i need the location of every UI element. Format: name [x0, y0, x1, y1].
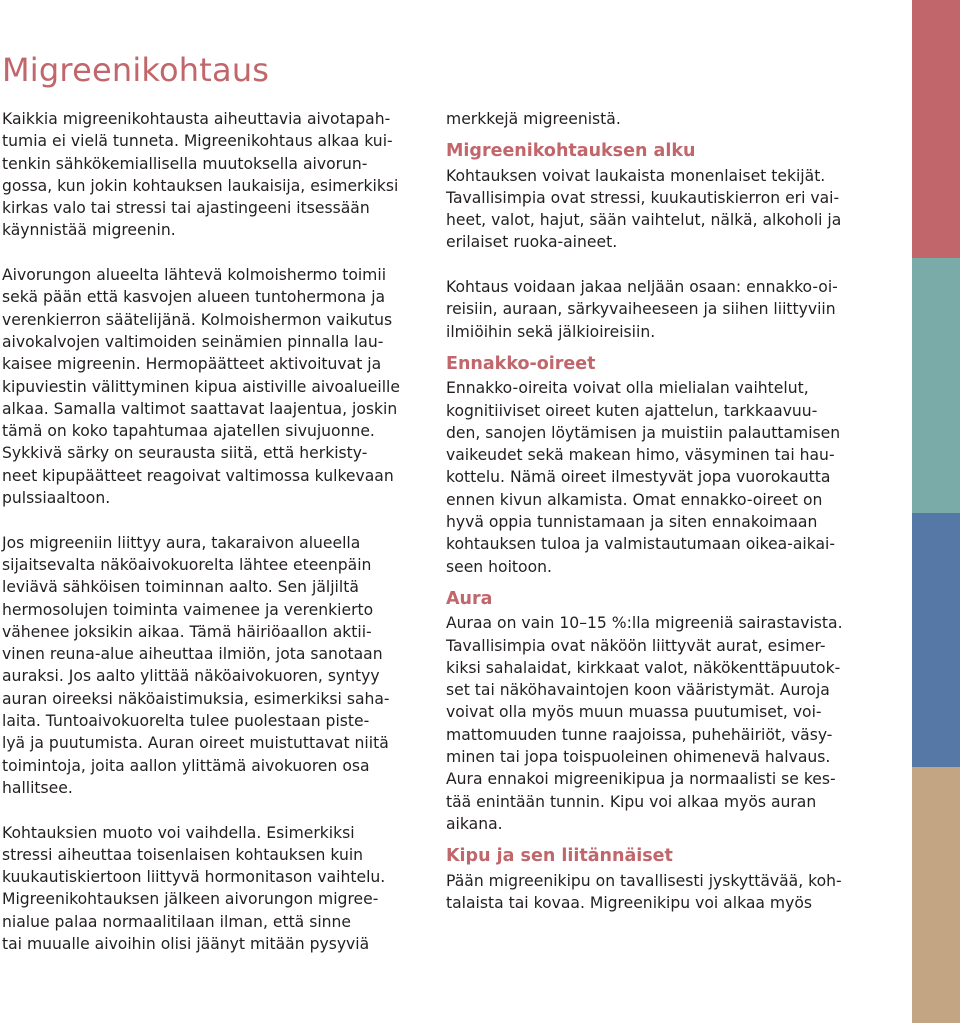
text-line: vaikeudet sekä makean himo, väsyminen tai hau-	[446, 446, 835, 465]
text-line: gossa, kun jokin kohtauksen laukaisija, esimerkiksi	[2, 176, 399, 195]
color-stripe-red	[912, 0, 960, 258]
text-line: den, sanojen löytämisen ja muistiin palauttamisen	[446, 423, 841, 442]
text-line: kaisee migreenin. Hermopäätteet aktivoituvat ja	[2, 355, 382, 374]
text-line: seen hoitoon.	[446, 557, 552, 576]
text-line: Tavallisimpia ovat stressi, kuukautiskierron eri vai-	[446, 188, 840, 207]
text-line: ennen kivun alkamista. Omat ennakko-oireet on	[446, 490, 823, 509]
section-heading: Aura	[446, 588, 493, 609]
text-line: Aivorungon alueelta lähtevä kolmoishermo toimii	[2, 266, 387, 285]
text-line: neet kipupäätteet reagoivat valtimossa kulkevaan	[2, 466, 394, 485]
text-line: auran oireeksi näköaistimuksia, esimerkiksi saha-	[2, 689, 390, 708]
text-line: vähenee joksikin aikaa. Tämä häiriöaallon aktii-	[2, 622, 372, 641]
text-line: Auraa on vain 10–15 %:lla migreeniä sairastavista.	[446, 614, 843, 633]
paragraph	[446, 165, 852, 254]
page-title: Migreenikohtaus	[2, 51, 270, 89]
text-line: aivokalvojen valtimoiden seinämien pinnalla lau-	[2, 332, 384, 351]
text-line: sekä pään että kasvojen alueen tuntohermona ja	[2, 288, 386, 307]
text-line: voivat olla myös muun muassa puutumiset, voi-	[446, 703, 822, 722]
text-line: set tai näköhavaintojen koon vääristymät. Auroja	[446, 681, 830, 700]
paragraph	[446, 276, 852, 343]
text-line: tää enintään tunnin. Kipu voi alkaa myös auran	[446, 792, 817, 811]
text-line: pulssiaaltoon.	[2, 489, 111, 508]
text-line: alkaa. Samalla valtimot saattavat laajentua, joskin	[2, 399, 398, 418]
text-line: Jos migreeniin liittyy aura, takaraivon alueella	[2, 533, 361, 552]
text-line: Kohtauksen voivat laukaista monenlaiset tekijät.	[446, 166, 826, 185]
text-line: tämä on koko tapahtumaa ajatellen sivujuonne.	[2, 422, 375, 441]
paragraph	[446, 108, 852, 130]
text-line: kuukautiskiertoon liittyvä hormonitason vaihtelu.	[2, 868, 386, 887]
text-line: sijaitsevalta näköaivokuorelta lähtee eteenpäin	[2, 555, 372, 574]
section-heading: Kipu ja sen liitännäiset	[446, 846, 673, 867]
text-line: kipuviestin välittyminen kipua aistiville aivoalueille	[2, 377, 400, 396]
text-line: Aura ennakoi migreenikipua ja normaalisti se kes-	[446, 770, 836, 789]
text-line: kottelu. Nämä oireet ilmestyvät jopa vuorokautta	[446, 468, 831, 487]
text-line: käynnistää migreenin.	[2, 221, 176, 240]
text-line: nialue palaa normaalitilaan ilman, että sinne	[2, 912, 352, 931]
text-line: kognitiiviset oireet kuten ajattelun, tarkkaavuu-	[446, 401, 818, 420]
text-line: tenkin sähkökemiallisella muutoksella aivorun-	[2, 154, 368, 173]
color-stripe-teal	[912, 258, 960, 513]
text-line: hermosolujen toiminta vaimenee ja verenkierto	[2, 600, 374, 619]
text-line: auraksi. Jos aalto ylittää näköaivokuoren, syntyy	[2, 667, 380, 686]
text-line: kohtauksen tuloa ja valmistautumaan oikea-aikai-	[446, 535, 836, 554]
text-line: mattomuuden tunne raajoissa, puhehäiriöt, väsy-	[446, 725, 833, 744]
text-line: reisiin, auraan, särkyvaiheeseen ja siihen liittyviin	[446, 300, 836, 319]
text-line: tai muualle aivoihin olisi jäänyt mitään pysyviä	[2, 934, 370, 953]
paragraph	[446, 870, 852, 915]
section-heading: Ennakko-oireet	[446, 353, 596, 374]
text-line: Pään migreenikipu on tavallisesti jyskyttävää, koh-	[446, 871, 842, 890]
paragraph	[2, 532, 407, 800]
paragraph	[2, 822, 407, 956]
text-line: verenkierron säätelijänä. Kolmoishermon vaikutus	[2, 310, 393, 329]
color-stripe-tan	[912, 767, 960, 1023]
text-line: Sykkivä särky on seurausta siitä, että herkisty-	[2, 444, 368, 463]
paragraph	[446, 612, 852, 835]
text-line: Tavallisimpia ovat näköön liittyvät aurat, esimer-	[446, 636, 826, 655]
text-line: toimintoja, joita aallon ylittämä aivokuoren osa	[2, 756, 370, 775]
text-line: talaista tai kovaa. Migreenikipu voi alkaa myös	[446, 893, 812, 912]
text-line: tumia ei vielä tunneta. Migreenikohtaus alkaa kui-	[2, 132, 393, 151]
text-line: stressi aiheuttaa toisenlaisen kohtauksen kuin	[2, 845, 364, 864]
text-line: ilmiöihin sekä jälkioireisiin.	[446, 322, 656, 341]
text-line: Migreenikohtauksen jälkeen aivorungon migree-	[2, 890, 379, 909]
color-stripe-blue	[912, 513, 960, 767]
text-line: leviävä sähköisen toiminnan aalto. Sen jäljiltä	[2, 578, 359, 597]
text-line: vinen reuna-alue aiheuttaa ilmiön, jota sanotaan	[2, 645, 383, 664]
paragraph	[2, 108, 407, 242]
text-line: kiksi sahalaidat, kirkkaat valot, näkökenttäpuutok-	[446, 658, 841, 677]
paragraph	[2, 264, 407, 509]
right-column	[446, 108, 852, 914]
text-line: merkkejä migreenistä.	[446, 110, 621, 128]
text-line: Kohtaus voidaan jakaa neljään osaan: ennakko-oi-	[446, 278, 838, 297]
text-line: lyä ja puutumista. Auran oireet muistuttavat niitä	[2, 734, 389, 753]
text-line: hyvä oppia tunnistamaan ja siten ennakoimaan	[446, 513, 818, 532]
left-column	[2, 108, 407, 955]
text-line: laita. Tuntoaivokuorelta tulee puolestaan piste-	[2, 712, 370, 731]
paragraph	[446, 377, 852, 578]
text-line: Kaikkia migreenikohtausta aiheuttavia aivotapah-	[2, 110, 391, 128]
section-heading: Migreenikohtauksen alku	[446, 141, 696, 162]
text-line: heet, valot, hajut, sään vaihtelut, nälkä, alkoholi ja	[446, 211, 842, 230]
text-line: hallitsee.	[2, 778, 73, 797]
text-line: aikana.	[446, 814, 503, 833]
text-line: Kohtauksien muoto voi vaihdella. Esimerkiksi	[2, 823, 355, 842]
text-line: kirkas valo tai stressi tai ajastingeeni itsessään	[2, 199, 370, 218]
text-line: erilaiset ruoka-aineet.	[446, 233, 618, 252]
text-line: Ennakko-oireita voivat olla mielialan vaihtelut,	[446, 379, 809, 398]
text-line: minen tai jopa toispuoleinen ohimenevä halvaus.	[446, 748, 831, 767]
